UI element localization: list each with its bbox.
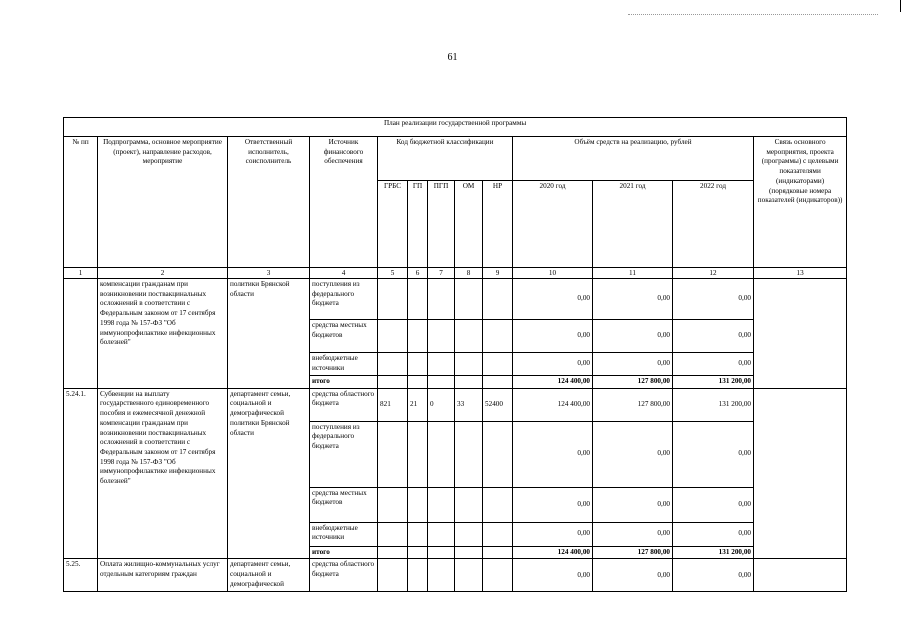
value-2022: 0,00 [673, 559, 754, 592]
page-number: 61 [447, 52, 458, 63]
column-number: 1 [64, 268, 98, 279]
value-2021: 127 800,00 [593, 546, 673, 559]
header-gp: ГП [408, 181, 428, 268]
value-2021: 0,00 [593, 279, 673, 320]
row-no: 5.25. [64, 559, 98, 592]
row-link [754, 559, 847, 592]
code-om: 33 [455, 388, 483, 421]
value-2020: 0,00 [513, 353, 593, 376]
column-number: 13 [754, 268, 847, 279]
header-2020: 2020 год [513, 181, 593, 268]
row-name: Оплата жилищно-коммунальных услуг отдельным категориям граждан [98, 559, 228, 592]
scan-artifact-bar [900, 0, 901, 12]
value-2020: 0,00 [513, 522, 593, 546]
table-row [64, 279, 847, 320]
code-nr: 52400 [483, 388, 513, 421]
value-2022: 131 200,00 [673, 546, 754, 559]
header-link: Связь основного мероприятия, проекта (программы) с целевыми показателями (индикаторами) (порядковые номера показателей (индикаторов)) [754, 137, 847, 268]
row-source: средства местных бюджетов [310, 320, 378, 353]
value-2020: 0,00 [513, 421, 593, 487]
value-2021: 0,00 [593, 353, 673, 376]
column-number: 8 [455, 268, 483, 279]
value-2020: 0,00 [513, 279, 593, 320]
header-no: № пп [64, 137, 98, 268]
row-link [754, 388, 847, 559]
value-2022: 131 200,00 [673, 376, 754, 389]
value-2022: 131 200,00 [673, 388, 754, 421]
table-title: План реализации государственной программы [64, 118, 847, 137]
value-2021: 127 800,00 [593, 376, 673, 389]
value-2022: 0,00 [673, 421, 754, 487]
row-no [64, 279, 98, 389]
row-source: итого [310, 376, 378, 389]
row-source: итого [310, 546, 378, 559]
column-number: 5 [378, 268, 408, 279]
value-2021: 0,00 [593, 559, 673, 592]
row-executor: политики Брянской области [228, 279, 310, 389]
value-2022: 0,00 [673, 279, 754, 320]
header-name: Подпрограмма, основное мероприятие (проект), направление расходов, мероприятие [98, 137, 228, 268]
header-2022: 2022 год [673, 181, 754, 268]
row-source: поступления из федерального бюджета [310, 421, 378, 487]
header-executor: Ответственный исполнитель, соисполнитель [228, 137, 310, 268]
header-budget-code: Код бюджетной классификации [378, 137, 513, 181]
code-pgp: 0 [428, 388, 455, 421]
column-number: 3 [228, 268, 310, 279]
code-gp: 21 [408, 388, 428, 421]
value-2021: 0,00 [593, 522, 673, 546]
value-2020: 124 400,00 [513, 546, 593, 559]
value-2020: 124 400,00 [513, 376, 593, 389]
column-number: 2 [98, 268, 228, 279]
row-name: Субвенции на выплату государственного единовременного пособия и ежемесячной денежной компенсации гражданам при возникновении поствакцинальных осложнений в соответствии с Федеральным законом от 17 сентября 1998 года № 157-ФЗ "Об иммунопрофилактике инфекционных болезней" [98, 388, 228, 559]
value-2021: 0,00 [593, 320, 673, 353]
row-source: средства областного бюджета [310, 559, 378, 592]
header-source: Источник финансового обеспечения [310, 137, 378, 268]
value-2020: 0,00 [513, 320, 593, 353]
column-number: 6 [408, 268, 428, 279]
table-row [64, 559, 847, 592]
row-executor: департамент семьи, социальной и демографической [228, 559, 310, 592]
scan-artifact-dots [628, 14, 878, 15]
value-2022: 0,00 [673, 522, 754, 546]
row-source: средства областного бюджета [310, 388, 378, 421]
value-2021: 0,00 [593, 421, 673, 487]
value-2022: 0,00 [673, 487, 754, 522]
row-source: внебюджетные источники [310, 353, 378, 376]
column-number: 4 [310, 268, 378, 279]
header-volume: Объём средств на реализацию, рублей [513, 137, 754, 181]
row-name: компенсации гражданам при возникновении поствакцинальных осложнений в соответствии с Федеральным законом от 17 сентября 1998 года № 157-ФЗ "Об иммунопрофилактике инфекционных болезней" [98, 279, 228, 389]
value-2022: 0,00 [673, 320, 754, 353]
value-2020: 0,00 [513, 559, 593, 592]
row-executor: департамент семьи, социальной и демографической политики Брянской области [228, 388, 310, 559]
row-link [754, 279, 847, 389]
row-no: 5.24.1. [64, 388, 98, 559]
value-2020: 124 400,00 [513, 388, 593, 421]
row-source: поступления из федерального бюджета [310, 279, 378, 320]
column-number: 12 [673, 268, 754, 279]
row-source: внебюджетные источники [310, 522, 378, 546]
column-number: 11 [593, 268, 673, 279]
value-2021: 127 800,00 [593, 388, 673, 421]
row-source: средства местных бюджетов [310, 487, 378, 522]
header-nr: НР [483, 181, 513, 268]
header-pgp: ПГП [428, 181, 455, 268]
header-2021: 2021 год [593, 181, 673, 268]
column-number: 7 [428, 268, 455, 279]
column-number: 9 [483, 268, 513, 279]
header-grbs: ГРБС [378, 181, 408, 268]
value-2020: 0,00 [513, 487, 593, 522]
program-plan-table [63, 117, 847, 592]
code-grbs: 821 [378, 388, 408, 421]
header-om: ОМ [455, 181, 483, 268]
table-row [64, 388, 847, 421]
value-2021: 0,00 [593, 487, 673, 522]
value-2022: 0,00 [673, 353, 754, 376]
column-number: 10 [513, 268, 593, 279]
